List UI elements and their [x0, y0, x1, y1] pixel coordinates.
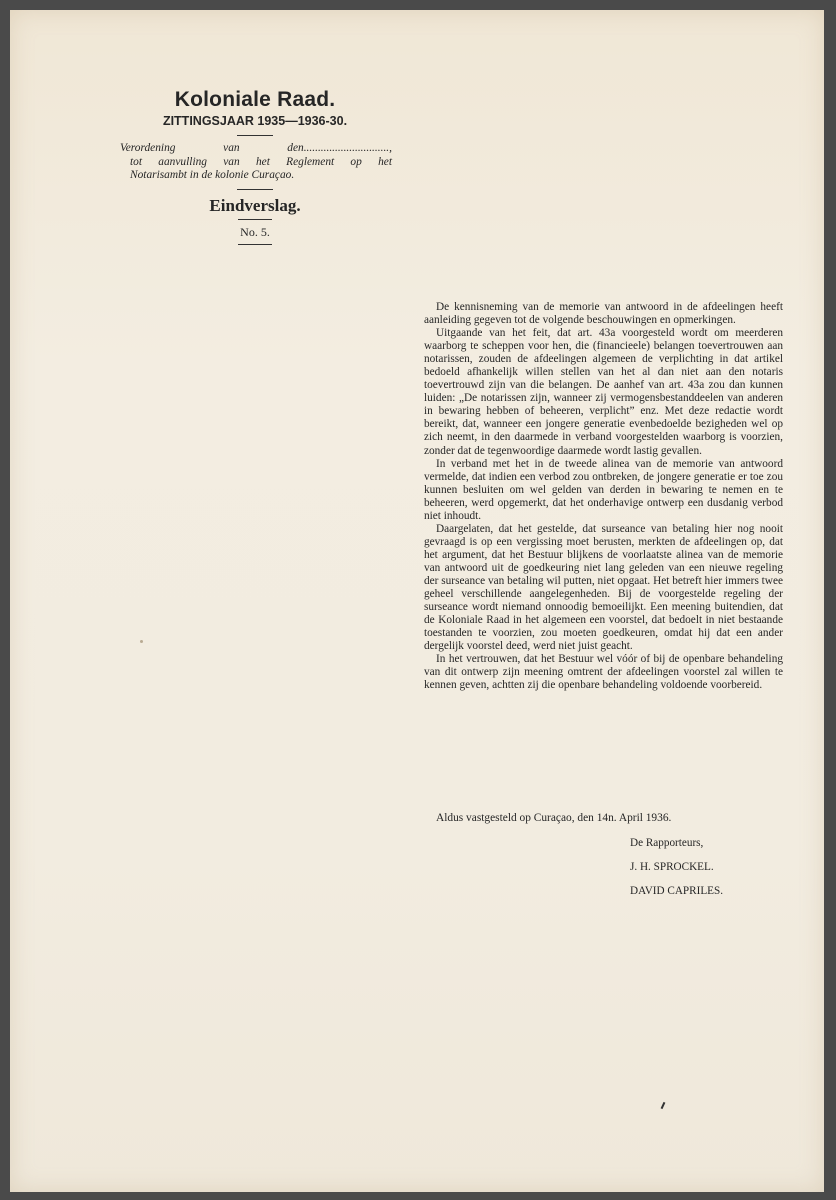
- divider: [237, 135, 273, 136]
- divider: [238, 244, 272, 245]
- body-paragraph: De kennisneming van de memorie van antwoord in de afdeelingen heeft aanleiding gegeven tot de volgende beschouwingen en opmerkingen.: [424, 301, 783, 327]
- paper-spot: [140, 640, 143, 643]
- signer-name: DAVID CAPRILES.: [630, 885, 724, 897]
- body-paragraph: Uitgaande van het feit, dat art. 43a voorgesteld wordt om meerderen waarborg te scheppen voor hen, die (financieele) belangen toevertrouwen aan notarissen, zouden de afdeelingen algemeen de verplichting in dat artikel bedoeld afhankelijk willen stellen van het al dan niet aan den notaris toevertrouwd zijn van die belangen. De aanhef van art. 43a zou dan kunnen luiden: „De notarissen zijn, wanneer zij vermogensbestanddeelen van anderen in bewaring hebben of beheeren, verplicht” enz. Met deze redactie wordt bereikt, dat, wanneer een jongere generatie evenbedoelde bezigheden wel op zich neemt, in den daarmede in verband voorgestelden waarborg is voorzien, zonder dat de tegenwoordige daarmede wordt lastig gevallen.: [424, 327, 783, 457]
- signature-block: [630, 836, 723, 908]
- report-number: No. 5.: [240, 224, 270, 239]
- subject-line: tot aanvulling van het Reglement op het: [130, 155, 392, 168]
- divider: [238, 219, 272, 220]
- subject-line: Notarisambt in de kolonie Curaçao.: [130, 169, 295, 181]
- council-title: Koloniale Raad.: [174, 88, 336, 111]
- rapporteurs-label: De Rapporteurs,: [630, 837, 704, 849]
- adoption-statement: Aldus vastgesteld op Curaçao, den 14n. April 1936.: [436, 812, 672, 824]
- signer-name: J. H. SPROCKEL.: [630, 861, 714, 873]
- session-year: ZITTINGSJAAR 1935—1936-30.: [162, 114, 348, 128]
- report-body: [424, 301, 783, 692]
- ordinance-subject: [110, 142, 400, 183]
- body-paragraph: In het vertrouwen, dat het Bestuur wel vóór of bij de openbare behandeling van dit ontwerp zijn meening omtrent der afdeelingen voorstel zal willen te kennen geven, achtten zij die openbare behandeling voldoende voorbereid.: [424, 653, 783, 692]
- document-page: [10, 10, 824, 1192]
- document-header: [110, 88, 400, 250]
- body-paragraph: Daargelaten, dat het gestelde, dat surseance van betaling hier nog nooit gevraagd is op een vergissing moet berusten, merkten de afdeelingen op, dat het argument, dat het Bestuur blijkens de voorlaatste alinea van de memorie van antwoord uit de goedkeuring niet lang geleden van een nieuwe regeling der surseance van betaling wil putten, niet opgaat. Het betreft hier immers twee geheel verschillende aangelegenheden. Bij de voorgestelde regeling der surseance wordt niemand onnoodig bemoeilijkt. Een meening buitendien, dat de Koloniale Raad in het algemeen een voorstel, dat bedoelt in niet bestaande toestanden te voorzien, zou moeten goedkeuren, omdat hij dat een ander dergelijk voorstel deed, werd niet juist geacht.: [424, 522, 783, 653]
- report-title: Eindverslag.: [209, 195, 301, 215]
- subject-line: Verordening van den..............................,: [120, 142, 392, 154]
- body-paragraph: In verband met het in de tweede alinea van de memorie van antwoord vermelde, dat indien een verbod zou ontbreken, de jongere generatie er toe zou kunnen besluiten om wel gelden van derden in bewaring te nemen en te beheeren, werd opgemerkt, dat het onderhavige ontwerp een dusdanig verbod niet inhoudt.: [424, 457, 783, 522]
- ink-mark: [661, 1102, 666, 1109]
- divider: [237, 189, 273, 190]
